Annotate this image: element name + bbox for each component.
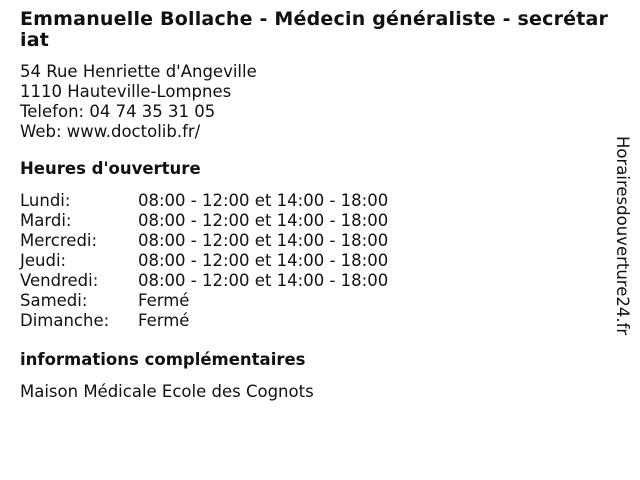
day-label: Mardi: (20, 211, 72, 230)
day-hours: 08:00 - 12:00 et 14:00 - 18:00 (138, 251, 389, 270)
site-watermark: Horairesdouverture24.fr (613, 136, 632, 336)
hours-row-monday (20, 191, 388, 211)
day-hours: 08:00 - 12:00 et 14:00 - 18:00 (138, 271, 389, 290)
opening-hours-heading: Heures d'ouverture (20, 159, 201, 178)
hours-row-wednesday (20, 231, 388, 251)
day-label: Dimanche: (20, 311, 110, 330)
additional-info-text: Maison Médicale Ecole des Cognots (20, 382, 314, 401)
day-hours: Fermé (138, 291, 190, 310)
day-hours: 08:00 - 12:00 et 14:00 - 18:00 (138, 191, 389, 210)
business-card (20, 9, 610, 402)
city-address: 1110 Hauteville-Lompnes (20, 82, 232, 101)
hours-row-sunday (20, 311, 388, 331)
opening-hours-table (20, 191, 388, 331)
page-title: Emmanuelle Bollache - Médecin généraliste - secrétariat (20, 8, 609, 51)
hours-row-thursday (20, 251, 388, 271)
street-address: 54 Rue Henriette d'Angeville (20, 62, 257, 81)
website-link: Web: www.doctolib.fr/ (20, 122, 201, 141)
day-label: Samedi: (20, 291, 88, 310)
day-hours: Fermé (138, 311, 190, 330)
hours-row-tuesday (20, 211, 388, 231)
additional-info-heading: informations complémentaires (20, 350, 306, 369)
address-block (20, 62, 610, 142)
hours-row-saturday (20, 291, 388, 311)
day-label: Vendredi: (20, 271, 99, 290)
phone-number: Telefon: 04 74 35 31 05 (20, 102, 216, 121)
day-label: Lundi: (20, 191, 71, 210)
hours-row-friday (20, 271, 388, 291)
day-label: Mercredi: (20, 231, 98, 250)
day-hours: 08:00 - 12:00 et 14:00 - 18:00 (138, 231, 389, 250)
day-hours: 08:00 - 12:00 et 14:00 - 18:00 (138, 211, 389, 230)
day-label: Jeudi: (20, 251, 67, 270)
